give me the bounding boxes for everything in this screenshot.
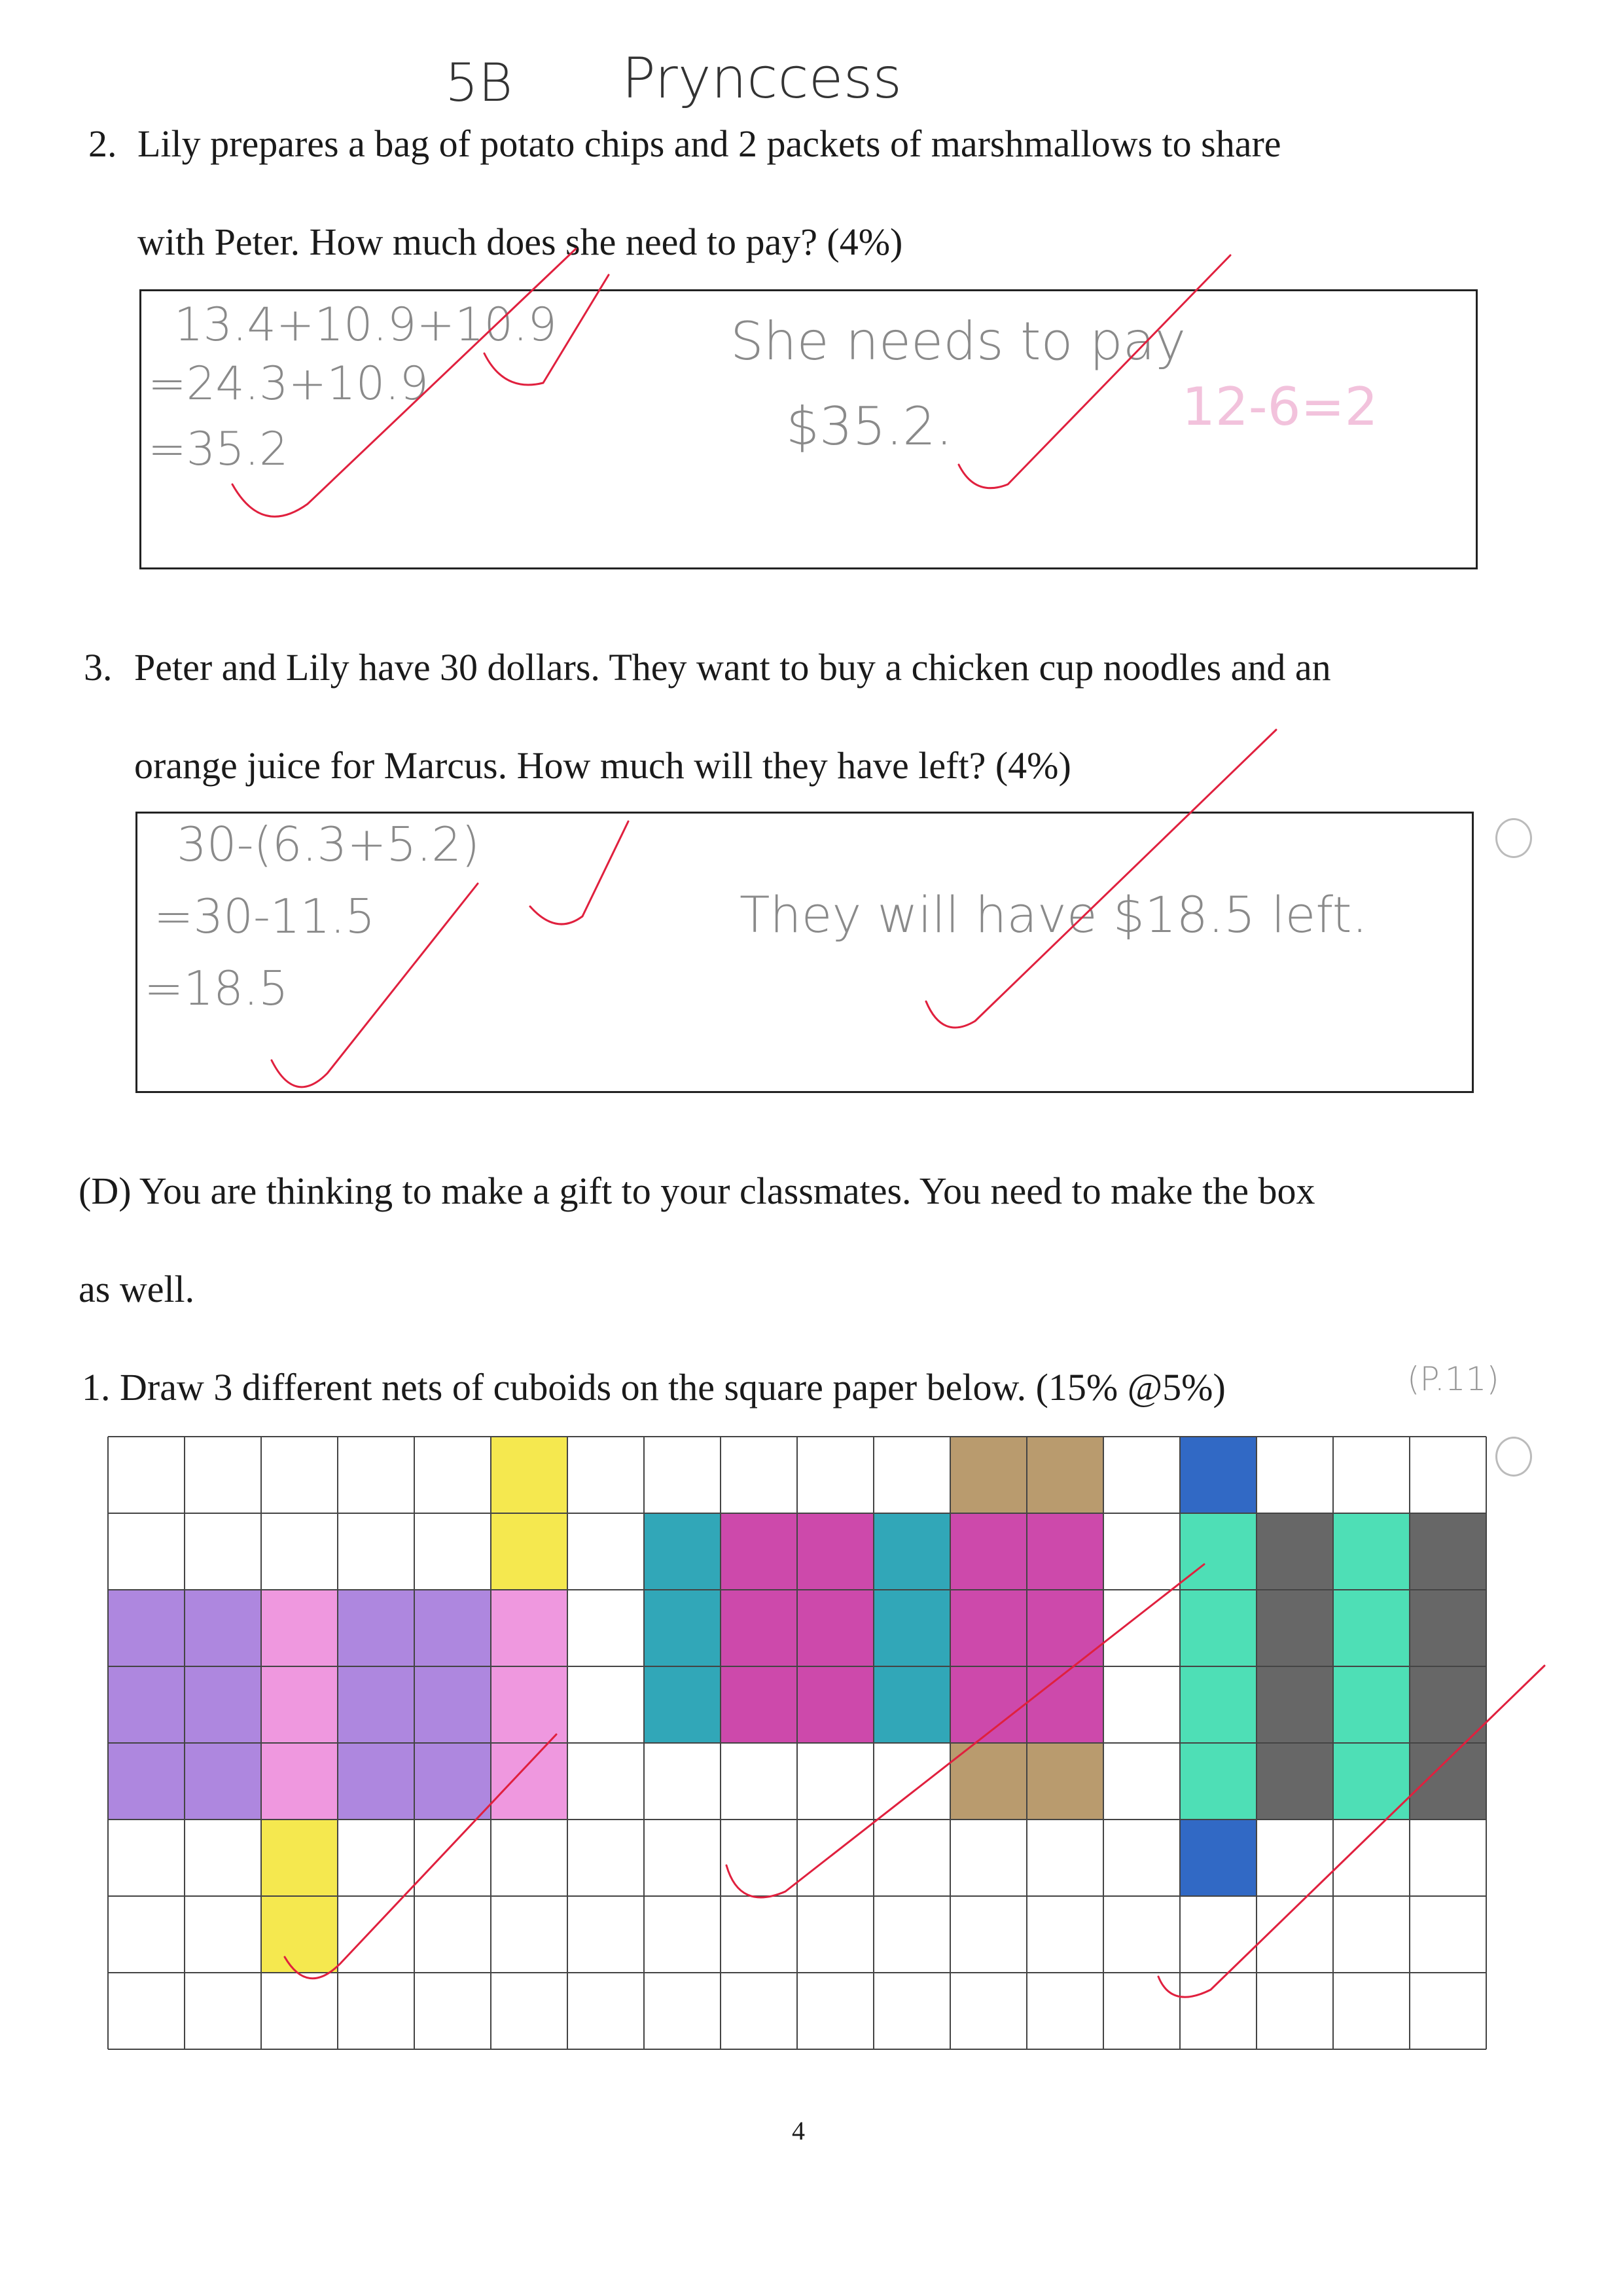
class-label: 5B xyxy=(445,52,513,113)
q2-work-line2: =24.3+10.9 xyxy=(148,357,429,410)
net3-face xyxy=(1180,1437,1257,1513)
q3-line1: Peter and Lily have 30 dollars. They want to buy a chicken cup noodles and an xyxy=(134,646,1331,689)
red-checkmark-icon xyxy=(926,730,1276,1028)
red-checkmark-icon xyxy=(272,884,478,1087)
q3-number: 3. xyxy=(84,646,113,689)
q2-answer-line2: $35.2. xyxy=(786,396,953,457)
net2-face xyxy=(644,1513,721,1743)
q2-line2: with Peter. How much does she need to pay? (4%) xyxy=(137,221,903,263)
net1-face xyxy=(491,1590,567,1820)
faint-bleed-note: 12-6=2 xyxy=(1182,376,1378,437)
red-checkmark-icon xyxy=(959,255,1230,488)
q2-number: 2. xyxy=(88,122,117,165)
net2-face xyxy=(874,1513,950,1743)
q2-line1: Lily prepares a bag of potato chips and 2 packets of marshmallows to share xyxy=(137,122,1281,165)
q1-text: 1. Draw 3 different nets of cuboids on the square paper below. (15% @5%) xyxy=(82,1366,1226,1408)
student-name: Prynccess xyxy=(622,46,902,111)
q3-work-line3: =18.5 xyxy=(144,961,289,1016)
net1-face xyxy=(261,1590,338,1820)
q2-work-line1: 13.4+10.9+10.9 xyxy=(174,298,557,351)
q2-work-line3: =35.2 xyxy=(148,422,289,476)
q3-line2: orange juice for Marcus. How much will they have left? (4%) xyxy=(134,744,1071,787)
red-checkmark-icon xyxy=(484,275,609,385)
red-checkmark-icon xyxy=(232,249,576,516)
red-checkmark-icon xyxy=(530,821,628,924)
net3-face xyxy=(1180,1820,1257,1896)
q1-margin-note: (P.11) xyxy=(1407,1360,1499,1398)
q3-answer: They will have $18.5 left. xyxy=(740,886,1368,944)
q3-work-line2: =30-11.5 xyxy=(154,889,376,944)
section-d-line1: (D) You are thinking to make a gift to your classmates. You need to make the box xyxy=(79,1170,1315,1212)
q2-answer-line1: She needs to pay xyxy=(730,311,1186,372)
page-number: 4 xyxy=(792,2116,805,2145)
q3-work-line1: 30-(6.3+5.2) xyxy=(177,817,480,872)
section-d-line2: as well. xyxy=(79,1268,195,1310)
